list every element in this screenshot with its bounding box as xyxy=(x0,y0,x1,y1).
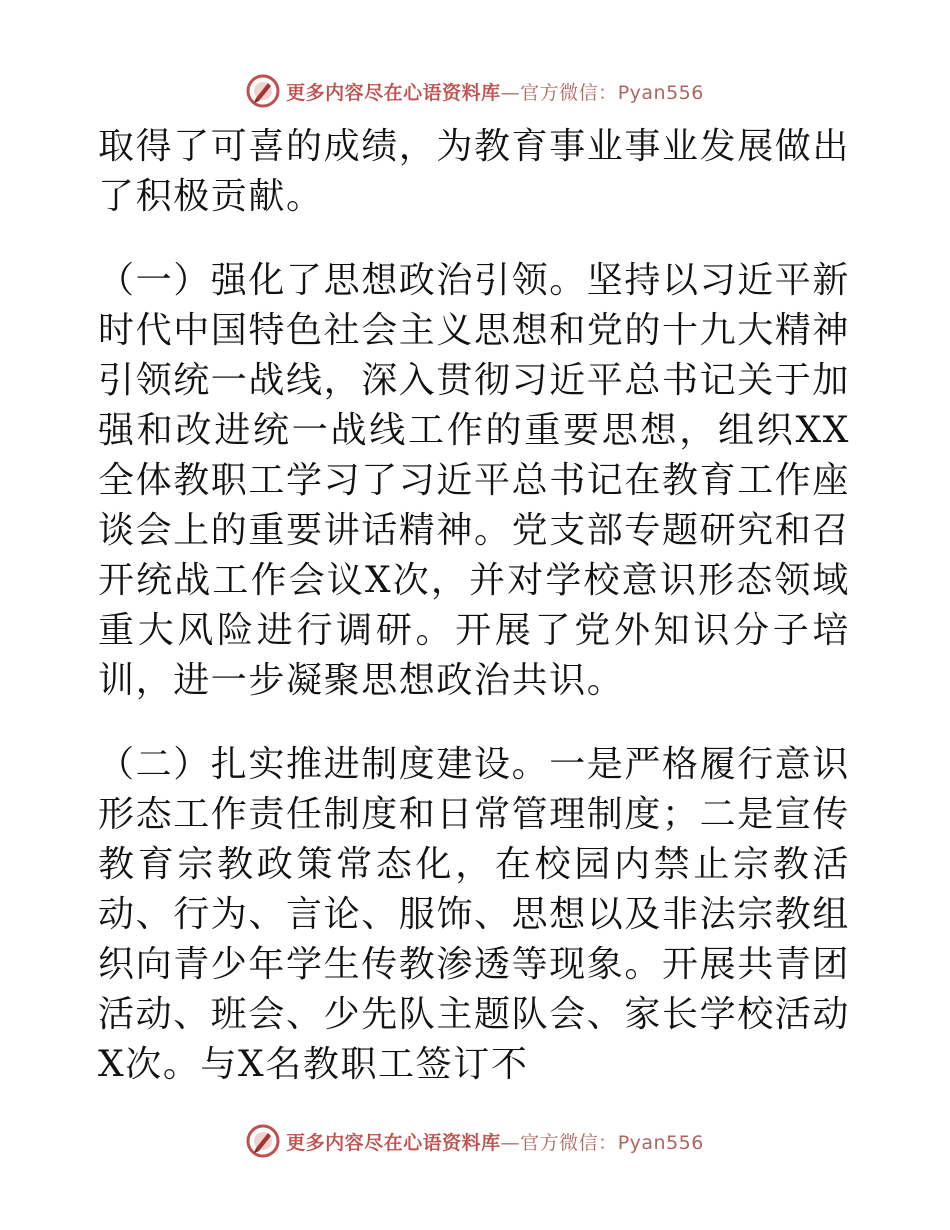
pen-logo-icon xyxy=(246,1124,280,1158)
watermark-wechat-id: Pyan556 xyxy=(617,1131,704,1154)
header-watermark xyxy=(0,74,950,108)
paragraph-section-two: （二）扎实推进制度建设。一是严格履行意识形态工作责任制度和日常管理制度；二是宣传教育宗教政策常态化，在校园内禁止宗教活动、行为、言论、服饰、思想以及非法宗教组织向青少年学生传教渗透等现象。开展共青团活动、班会、少先队主题队会、家长学校活动X次。与X名教职工签订不 xyxy=(98,744,851,1085)
document-body xyxy=(98,122,850,1090)
watermark-wechat-label: 官方微信： xyxy=(520,81,618,104)
watermark-main-text: 更多内容尽在心语资料库 xyxy=(286,81,501,104)
paragraph-section-one: （一）强化了思想政治引领。坚持以习近平新时代中国特色社会主义思想和党的十九大精神引领统一战线，深入贯彻习近平总书记关于加强和改进统一战线工作的重要思想，组织XX全体教职工学习了习近平总书记在教育工作座谈会上的重要讲话精神。党支部专题研究和召开统战工作会议X次，并对学校意识形态领域重大风险进行调研。开展了党外知识分子培训，进一步凝聚思想政治共识。 xyxy=(98,260,851,701)
watermark-wechat-id: Pyan556 xyxy=(617,81,704,104)
pen-logo-icon xyxy=(246,74,280,108)
watermark-separator: — xyxy=(500,81,521,104)
watermark-separator: — xyxy=(500,1131,521,1154)
watermark-main-text: 更多内容尽在心语资料库 xyxy=(286,1131,501,1154)
watermark-wechat-label: 官方微信： xyxy=(520,1131,618,1154)
paragraph-continuation: 取得了可喜的成绩，为教育事业事业发展做出了积极贡献。 xyxy=(98,126,851,217)
footer-watermark xyxy=(0,1124,950,1158)
